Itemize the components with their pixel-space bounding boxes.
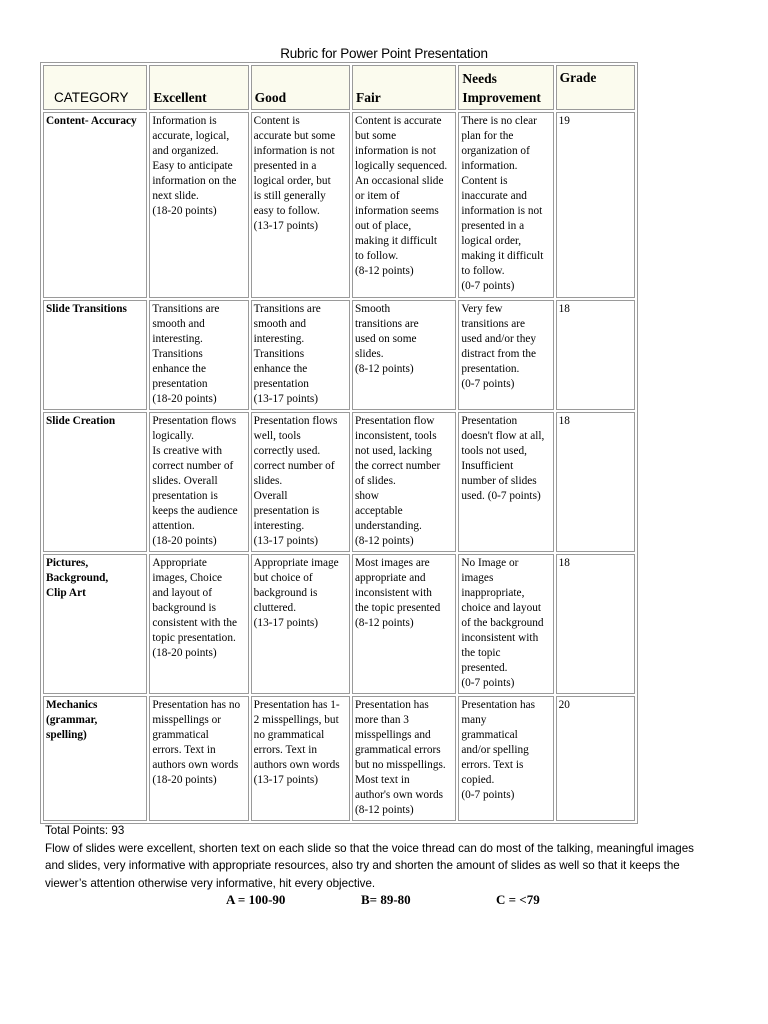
needs-improvement-cell: Presentation doesn't flow at all, tools not used, Insufficient number of slides used. (0-7 points) bbox=[458, 412, 553, 552]
feedback-comment: Flow of slides were excellent, shorten text on each slide so that the voice thread can do most of the talking, meaningful images and slides, very informative with appropriate resources, also try and shorten the amount of slides as well so that it keeps the viewer’s attention otherwise very informative, hit every objective. bbox=[45, 841, 694, 890]
grade-c-range: C = <79 bbox=[496, 892, 540, 907]
category-cell: Pictures, Background, Clip Art bbox=[43, 554, 147, 694]
table-row bbox=[43, 412, 635, 552]
category-cell: Mechanics (grammar, spelling) bbox=[43, 696, 147, 821]
header-excellent: Excellent bbox=[149, 65, 248, 110]
fair-cell: Presentation flow inconsistent, tools not used, lacking the correct number of slides. show acceptable understanding. (8-12 points) bbox=[352, 412, 456, 552]
document-title: Rubric for Power Point Presentation bbox=[280, 46, 488, 61]
good-cell: Appropriate image but choice of background is cluttered. (13-17 points) bbox=[251, 554, 350, 694]
grade-cell: 18 bbox=[556, 554, 635, 694]
good-cell: Presentation has 1- 2 misspellings, but no grammatical errors. Text in authors own words (13-17 points) bbox=[251, 696, 350, 821]
fair-cell: Smooth transitions are used on some slides. (8-12 points) bbox=[352, 300, 456, 410]
rubric-table bbox=[40, 62, 638, 824]
fair-cell: Presentation has more than 3 misspellings and grammatical errors but no misspellings. Most text in author's own words (8-12 points) bbox=[352, 696, 456, 821]
excellent-cell: Transitions are smooth and interesting. Transitions enhance the presentation (18-20 points) bbox=[149, 300, 248, 410]
table-row bbox=[43, 554, 635, 694]
good-cell: Content is accurate but some information is not presented in a logical order, but is still generally easy to follow. (13-17 points) bbox=[251, 112, 350, 298]
total-points: Total Points: 93 bbox=[45, 824, 125, 837]
grade-cell: 18 bbox=[556, 300, 635, 410]
grade-cell: 18 bbox=[556, 412, 635, 552]
good-cell: Transitions are smooth and interesting. Transitions enhance the presentation (13-17 points) bbox=[251, 300, 350, 410]
header-needs-improvement: Needs Improvement bbox=[458, 65, 553, 110]
header-row bbox=[43, 65, 635, 110]
excellent-cell: Presentation has no misspellings or grammatical errors. Text in authors own words (18-20 points) bbox=[149, 696, 248, 821]
grade-a-range: A = 100-90 bbox=[226, 892, 286, 907]
grade-b-range: B= 89-80 bbox=[361, 892, 411, 907]
grade-cell: 20 bbox=[556, 696, 635, 821]
needs-improvement-cell: No Image or images inappropriate, choice and layout of the background inconsistent with the topic presented. (0-7 points) bbox=[458, 554, 553, 694]
excellent-cell: Information is accurate, logical, and organized. Easy to anticipate information on the next slide. (18-20 points) bbox=[149, 112, 248, 298]
good-cell: Presentation flows well, tools correctly used. correct number of slides. Overall presentation is interesting. (13-17 points) bbox=[251, 412, 350, 552]
table-row bbox=[43, 300, 635, 410]
fair-cell: Content is accurate but some information is not logically sequenced. An occasional slide or item of information seems out of place, making it difficult to follow. (8-12 points) bbox=[352, 112, 456, 298]
needs-improvement-cell: Very few transitions are used and/or they distract from the presentation. (0-7 points) bbox=[458, 300, 553, 410]
excellent-cell: Appropriate images, Choice and layout of background is consistent with the topic presentation. (18-20 points) bbox=[149, 554, 248, 694]
table-row bbox=[43, 696, 635, 821]
header-good: Good bbox=[251, 65, 350, 110]
category-cell: Slide Creation bbox=[43, 412, 147, 552]
grade-cell: 19 bbox=[556, 112, 635, 298]
category-cell: Content- Accuracy bbox=[43, 112, 147, 298]
feedback-section bbox=[45, 822, 715, 892]
needs-improvement-cell: There is no clear plan for the organization of information. Content is inaccurate and information is not presented in a logical order, making it difficult to follow. (0-7 points) bbox=[458, 112, 553, 298]
header-fair: Fair bbox=[352, 65, 456, 110]
fair-cell: Most images are appropriate and inconsistent with the topic presented (8-12 points) bbox=[352, 554, 456, 694]
table-row bbox=[43, 112, 635, 298]
needs-improvement-cell: Presentation has many grammatical and/or spelling errors. Text is copied. (0-7 points) bbox=[458, 696, 553, 821]
header-grade: Grade bbox=[556, 65, 635, 110]
header-category: CATEGORY bbox=[43, 65, 147, 110]
category-cell: Slide Transitions bbox=[43, 300, 147, 410]
excellent-cell: Presentation flows logically. Is creative with correct number of slides. Overall presentation is keeps the audience attention. (18-20 points) bbox=[149, 412, 248, 552]
